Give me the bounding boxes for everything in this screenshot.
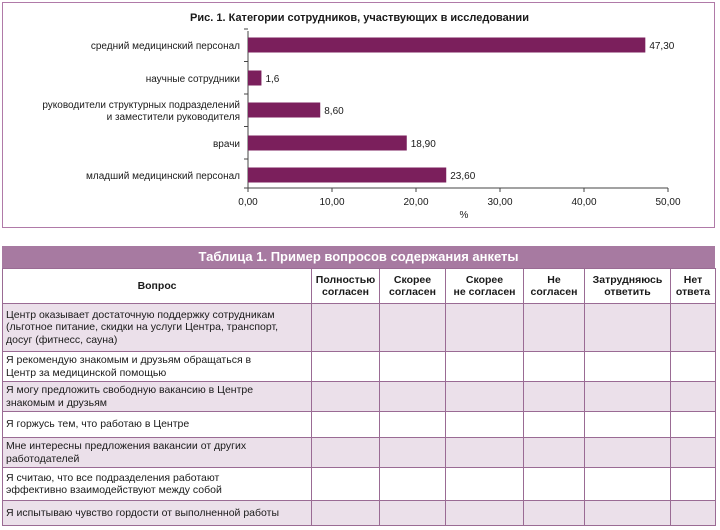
x-tick-label: 20,00 <box>403 197 429 208</box>
bar <box>248 103 320 118</box>
column-header: Скорее согласен <box>380 269 446 304</box>
table-row <box>3 501 716 526</box>
answer-cell[interactable] <box>446 468 524 501</box>
category-label: средний медицинский персонал <box>90 41 240 52</box>
answer-cell[interactable] <box>380 468 446 501</box>
bar <box>248 168 446 183</box>
answer-cell[interactable] <box>312 412 380 438</box>
answer-cell[interactable] <box>380 412 446 438</box>
bar-value-label: 8,60 <box>324 106 344 117</box>
answer-cell[interactable] <box>446 352 524 382</box>
question-cell: Я горжусь тем, что работаю в Центре <box>3 412 312 438</box>
answer-cell[interactable] <box>585 304 671 352</box>
table-row <box>3 304 716 352</box>
answer-cell[interactable] <box>585 501 671 526</box>
x-tick-label: 50,00 <box>655 197 681 208</box>
bar-value-label: 18,90 <box>410 139 436 150</box>
answer-cell[interactable] <box>312 382 380 412</box>
table-row <box>3 352 716 382</box>
category-label: руководители структурных подразделений <box>42 100 240 111</box>
answer-cell[interactable] <box>446 382 524 412</box>
question-cell: Мне интересны предложения вакансии от других работодателей <box>3 438 312 468</box>
answer-cell[interactable] <box>446 412 524 438</box>
answer-cell[interactable] <box>446 438 524 468</box>
table-header-row <box>3 269 716 304</box>
x-tick-label: 10,00 <box>319 197 345 208</box>
column-header: Нет ответа <box>671 269 716 304</box>
answer-cell[interactable] <box>312 352 380 382</box>
answer-cell[interactable] <box>671 468 716 501</box>
answer-cell[interactable] <box>671 501 716 526</box>
answer-cell[interactable] <box>312 468 380 501</box>
answer-cell[interactable] <box>671 438 716 468</box>
category-label: врачи <box>212 139 240 150</box>
questionnaire-table <box>2 268 716 526</box>
figure-frame <box>2 2 715 228</box>
answer-cell[interactable] <box>524 501 585 526</box>
answer-cell[interactable] <box>446 501 524 526</box>
answer-cell[interactable] <box>671 352 716 382</box>
answer-cell[interactable] <box>524 352 585 382</box>
category-label: и заместители руководителя <box>106 112 240 123</box>
answer-cell[interactable] <box>380 501 446 526</box>
answer-cell[interactable] <box>585 352 671 382</box>
answer-cell[interactable] <box>585 468 671 501</box>
bar <box>248 38 645 53</box>
column-header: Скорее не согласен <box>446 269 524 304</box>
column-header: Полностью согласен <box>312 269 380 304</box>
answer-cell[interactable] <box>671 412 716 438</box>
x-axis-label: % <box>459 210 469 221</box>
answer-cell[interactable] <box>446 304 524 352</box>
answer-cell[interactable] <box>585 438 671 468</box>
table-title: Таблица 1. Пример вопросов содержания анкеты <box>2 246 715 268</box>
answer-cell[interactable] <box>524 304 585 352</box>
question-cell: Центр оказывает достаточную поддержку сотрудникам (льготное питание, скидки на услуги Центра, транспорт, досуг (фитнесс, сауна) <box>3 304 312 352</box>
answer-cell[interactable] <box>671 304 716 352</box>
answer-cell[interactable] <box>585 412 671 438</box>
answer-cell[interactable] <box>312 501 380 526</box>
answer-cell[interactable] <box>312 438 380 468</box>
questionnaire-table-block <box>2 246 715 526</box>
answer-cell[interactable] <box>524 468 585 501</box>
bar-value-label: 1,6 <box>265 74 280 85</box>
question-cell: Я могу предложить свободную вакансию в Центре знакомым и друзьям <box>3 382 312 412</box>
bar <box>248 136 407 151</box>
answer-cell[interactable] <box>380 438 446 468</box>
answer-cell[interactable] <box>524 382 585 412</box>
column-header: Вопрос <box>3 269 312 304</box>
question-cell: Я рекомендую знакомым и друзьям обращаться в Центр за медицинской помощью <box>3 352 312 382</box>
answer-cell[interactable] <box>380 352 446 382</box>
answer-cell[interactable] <box>312 304 380 352</box>
x-tick-label: 40,00 <box>571 197 597 208</box>
column-header: Не согласен <box>524 269 585 304</box>
category-label: младший медицинский персонал <box>85 171 240 182</box>
x-tick-label: 0,00 <box>238 197 258 208</box>
chart-title: Рис. 1. Категории сотрудников, участвующих в исследовании <box>190 12 529 24</box>
answer-cell[interactable] <box>585 382 671 412</box>
table-row <box>3 438 716 468</box>
answer-cell[interactable] <box>524 438 585 468</box>
table-row <box>3 468 716 501</box>
bar <box>248 71 261 86</box>
answer-cell[interactable] <box>524 412 585 438</box>
answer-cell[interactable] <box>380 304 446 352</box>
question-cell: Я считаю, что все подразделения работают эффективно взаимодействуют между собой <box>3 468 312 501</box>
bar-value-label: 23,60 <box>450 171 476 182</box>
category-label: научные сотрудники <box>145 74 240 85</box>
answer-cell[interactable] <box>671 382 716 412</box>
table-row <box>3 382 716 412</box>
table-row <box>3 412 716 438</box>
column-header: Затрудняюсь ответить <box>585 269 671 304</box>
answer-cell[interactable] <box>380 382 446 412</box>
bar-value-label: 47,30 <box>649 41 675 52</box>
x-tick-label: 30,00 <box>487 197 513 208</box>
bar-chart <box>3 3 716 229</box>
question-cell: Я испытываю чувство гордости от выполненной работы <box>3 501 312 526</box>
